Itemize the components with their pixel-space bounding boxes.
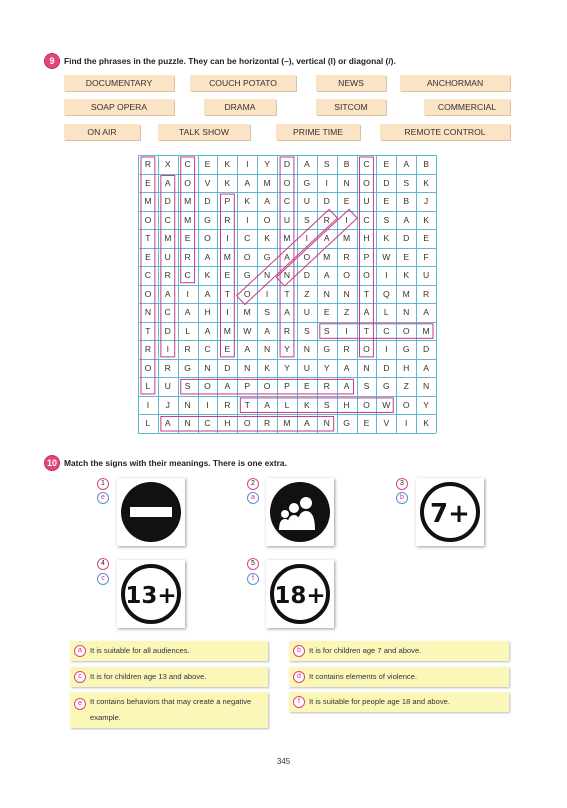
grid-cell: S	[383, 214, 390, 225]
meaning-a	[70, 641, 268, 661]
age-rating-icon	[266, 560, 334, 628]
grid-cell: I	[206, 399, 209, 410]
grid-cell: L	[185, 325, 191, 336]
grid-cell: O	[204, 381, 211, 392]
grid-cell: C	[363, 214, 370, 225]
grid-cell: E	[184, 233, 191, 244]
grid-cell: A	[244, 177, 251, 188]
grid-cell: I	[305, 233, 309, 244]
grid-cell: D	[224, 362, 231, 373]
grid-cell: R	[323, 214, 330, 225]
meaning-e-text: It contains behaviors that may create a negative example.	[90, 697, 252, 722]
grid-cell: H	[204, 307, 211, 318]
sign-3-label: 7+	[430, 499, 470, 529]
grid-cell: U	[363, 196, 370, 207]
grid-cell: T	[363, 288, 370, 299]
grid-cell: E	[383, 196, 390, 207]
grid-cell: K	[264, 233, 270, 244]
grid-cell: M	[144, 196, 152, 207]
grid-cell: O	[363, 270, 370, 281]
grid-cell: K	[423, 177, 429, 188]
grid-cell: R	[184, 344, 191, 355]
grid-cell: C	[164, 214, 171, 225]
sign-5-label: 18+	[274, 583, 326, 609]
grid-cell: A	[184, 307, 191, 318]
grid-cell: I	[405, 418, 408, 429]
meaning-e-letter: e	[74, 698, 86, 710]
grid-cell: B	[403, 196, 410, 207]
grid-cell: U	[303, 196, 310, 207]
sign-2-number: 2	[247, 478, 259, 490]
grid-cell: O	[243, 288, 251, 299]
page-number: 345	[276, 757, 291, 766]
found-word-mark	[141, 157, 155, 394]
meaning-c	[70, 667, 268, 687]
grid-cell: O	[184, 177, 191, 188]
grid-cell: Y	[423, 399, 429, 410]
exercise-10-instruction: Match the signs with their meanings. There is one extra.	[64, 458, 287, 468]
grid-cell: Y	[264, 159, 270, 169]
grid-cell: O	[243, 251, 251, 262]
grid-cell: A	[164, 288, 171, 299]
grid-cell: R	[283, 325, 291, 336]
grid-cell: B	[343, 159, 350, 169]
found-word-mark	[360, 157, 374, 357]
grid-cell: K	[303, 399, 310, 410]
grid-cell: I	[345, 325, 348, 336]
grid-cell: O	[144, 288, 152, 299]
grid-cell: S	[264, 307, 270, 318]
grid-cell: A	[284, 307, 290, 318]
grid-cell: G	[184, 362, 191, 373]
grid-cell: C	[204, 418, 211, 429]
grid-cell: A	[403, 159, 410, 169]
sign-4-label: 13+	[125, 583, 177, 609]
sign-1-answer: e	[97, 492, 109, 504]
grid-cell: K	[204, 270, 211, 281]
grid-cell: A	[204, 251, 211, 262]
grid-cell: C	[144, 270, 152, 281]
grid-cell: U	[164, 381, 171, 392]
grid-cell: A	[264, 325, 270, 336]
age-rating-icon	[416, 478, 484, 546]
grid-cell: H	[403, 362, 410, 373]
audience-family-icon	[266, 478, 334, 546]
grid-cell: A	[204, 288, 211, 299]
phrase-remote-control: REMOTE CONTROL	[380, 124, 510, 140]
grid-cell: A	[363, 307, 370, 318]
grid-cell: H	[343, 399, 350, 410]
found-word-mark	[181, 379, 354, 394]
found-word-mark	[240, 398, 393, 413]
grid-cell: E	[145, 177, 151, 188]
grid-cell: Y	[284, 344, 290, 355]
grid-cell: M	[283, 233, 291, 244]
grid-cell: G	[343, 418, 350, 429]
grid-cell: M	[243, 307, 251, 318]
grid-cell: N	[422, 381, 430, 392]
grid-cell: R	[224, 214, 231, 225]
grid-cell: O	[402, 325, 410, 336]
grid-cell: A	[343, 381, 350, 392]
grid-cell: R	[224, 399, 231, 410]
grid-cell: U	[283, 214, 291, 225]
grid-cell: N	[244, 362, 251, 373]
grid-cell: D	[383, 177, 390, 188]
grid-cell: A	[343, 362, 350, 373]
phrase-on-air: ON AIR	[64, 124, 140, 140]
grid-cell: E	[343, 196, 350, 207]
grid-cell: U	[164, 251, 171, 262]
grid-cell: K	[383, 233, 390, 244]
grid-cell: H	[363, 233, 370, 244]
grid-cell: N	[283, 270, 291, 281]
meaning-e	[70, 692, 268, 728]
grid-cell: R	[144, 159, 152, 169]
grid-cell: U	[303, 362, 310, 373]
grid-cell: T	[145, 325, 151, 336]
sign-5-answer: f	[247, 573, 259, 585]
grid-cell: M	[283, 418, 291, 429]
phrase-anchorman: ANCHORMAN	[400, 75, 510, 91]
grid-cell: Y	[284, 362, 290, 373]
sign-3-card	[416, 478, 484, 546]
grid-cell: O	[363, 177, 370, 188]
grid-cell: I	[345, 214, 348, 225]
grid-cell: M	[323, 251, 331, 262]
grid-cell: C	[244, 233, 251, 244]
grid-cell: D	[303, 270, 310, 281]
grid-cell: N	[343, 177, 350, 188]
grid-cell: G	[263, 251, 271, 262]
grid-cell: O	[243, 418, 251, 429]
sign-1-card	[117, 478, 185, 546]
grid-cell: M	[422, 325, 430, 336]
meaning-f	[289, 692, 509, 712]
grid-cell: A	[264, 196, 270, 207]
phrase-news: NEWS	[316, 75, 386, 91]
grid-cell: R	[343, 251, 350, 262]
grid-cell: R	[422, 288, 430, 299]
grid-cell: K	[224, 159, 231, 169]
grid-cell: L	[145, 381, 151, 392]
grid-cell: E	[303, 381, 310, 392]
grid-cell: D	[283, 159, 291, 169]
grid-cell: M	[402, 288, 410, 299]
grid-cell: T	[363, 325, 370, 336]
age-rating-icon	[117, 560, 185, 628]
grid-cell: U	[303, 307, 310, 318]
grid-cell: W	[382, 399, 391, 410]
grid-cell: T	[145, 233, 151, 244]
grid-cell: C	[204, 344, 211, 355]
grid-cell: O	[144, 214, 152, 225]
grid-cell: S	[303, 325, 310, 336]
sign-2-card	[266, 478, 334, 546]
grid-cell: Z	[403, 381, 409, 392]
grid-cell: R	[164, 270, 171, 281]
phrase-soap-opera: SOAP OPERA	[64, 99, 174, 115]
grid-cell: G	[303, 177, 311, 188]
sign-1-number: 1	[97, 478, 109, 490]
grid-cell: M	[343, 233, 351, 244]
grid-cell: P	[244, 381, 251, 392]
grid-cell: S	[323, 399, 330, 410]
grid-cell: D	[204, 196, 211, 207]
grid-cell: O	[263, 381, 271, 392]
grid-cell: R	[144, 344, 152, 355]
grid-cell: C	[164, 307, 171, 318]
grid-cell: Z	[304, 288, 310, 299]
grid-cell: T	[244, 399, 250, 410]
grid-cell: S	[363, 381, 370, 392]
grid-cell: G	[243, 270, 251, 281]
grid-cell: R	[264, 418, 271, 429]
sign-2-answer: a	[247, 492, 259, 504]
grid-cell: A	[303, 418, 310, 429]
grid-cell: M	[223, 251, 231, 262]
grid-cell: N	[323, 288, 330, 299]
grid-cell: M	[263, 177, 271, 188]
phrase-drama: DRAMA	[204, 99, 276, 115]
no-entry-icon	[117, 478, 185, 546]
grid-cell: A	[303, 159, 310, 169]
phrase-prime-time: PRIME TIME	[276, 124, 360, 140]
grid-cell: R	[184, 251, 191, 262]
found-word-mark	[220, 194, 234, 357]
grid-cell: T	[224, 288, 230, 299]
grid-cell: G	[204, 214, 211, 225]
grid-cell: G	[323, 344, 331, 355]
grid-cell: K	[423, 418, 429, 429]
grid-cell: M	[223, 325, 231, 336]
meaning-d-text: It contains elements of violence.	[309, 672, 418, 681]
phrase-commercial: COMMERCIAL	[424, 99, 510, 115]
grid-cell: S	[323, 159, 330, 169]
sign-4-card	[117, 560, 185, 628]
meaning-f-letter: f	[293, 696, 305, 708]
grid-cell: L	[145, 418, 151, 429]
grid-cell: E	[423, 233, 429, 244]
grid-cell: W	[382, 251, 391, 262]
grid-cell: R	[323, 381, 330, 392]
grid-cell: O	[144, 362, 152, 373]
grid-cell: E	[224, 344, 231, 355]
found-word-mark	[320, 324, 433, 339]
grid-cell: A	[244, 344, 251, 355]
grid-cell: I	[226, 307, 229, 318]
found-word-mark	[237, 209, 338, 304]
grid-cell: D	[323, 196, 330, 207]
grid-cell: A	[403, 214, 410, 225]
grid-cell: G	[382, 381, 390, 392]
exercise-9-instruction: Find the phrases in the puzzle. They can be horizontal (–), vertical (l) or diagonal (/).	[64, 56, 396, 66]
exercise-10-number: 10	[44, 455, 60, 471]
phrase-couch-potato: COUCH POTATO	[190, 75, 296, 91]
grid-cell: I	[385, 344, 388, 355]
grid-cell: N	[303, 344, 310, 355]
grid-cell: E	[383, 159, 390, 169]
grid-cell: H	[224, 418, 231, 429]
grid-cell: S	[323, 325, 330, 336]
sign-4-number: 4	[97, 558, 109, 570]
grid-cell: A	[204, 325, 211, 336]
found-word-mark	[280, 157, 294, 357]
found-word-mark	[181, 157, 195, 283]
grid-cell: O	[343, 270, 350, 281]
grid-cell: C	[283, 196, 291, 207]
grid-cell: W	[243, 325, 252, 336]
grid-cell: O	[363, 399, 370, 410]
grid-cell: D	[164, 325, 171, 336]
grid-cell: E	[204, 159, 211, 169]
grid-cell: A	[323, 270, 330, 281]
grid-cell: I	[226, 233, 229, 244]
grid-cell: N	[343, 288, 350, 299]
grid-cell: N	[323, 418, 330, 429]
grid-cell: R	[343, 344, 350, 355]
grid-cell: U	[422, 270, 430, 281]
grid-cell: M	[184, 214, 192, 225]
found-word-marks	[138, 155, 436, 433]
grid-cell: P	[284, 381, 290, 392]
phrase-talk-show: TALK SHOW	[158, 124, 250, 140]
grid-cell: D	[422, 344, 430, 355]
grid-cell: N	[264, 270, 271, 281]
grid-cell: O	[263, 214, 271, 225]
grid-cell: G	[402, 344, 410, 355]
grid-cell: N	[264, 344, 271, 355]
grid-cell: D	[403, 233, 410, 244]
grid-cell: A	[164, 418, 171, 429]
sign-5-card	[266, 560, 334, 628]
grid-cell: N	[184, 418, 191, 429]
grid-cell: A	[423, 307, 429, 318]
grid-cell: C	[184, 159, 191, 169]
sign-3-number: 3	[396, 478, 408, 490]
grid-cell: O	[204, 233, 211, 244]
grid-cell: O	[283, 177, 291, 188]
grid-cell: X	[164, 159, 171, 169]
phrase-sitcom: SITCOM	[316, 99, 386, 115]
meaning-d-letter: d	[293, 671, 305, 683]
grid-cell: K	[403, 270, 410, 281]
grid-cell: A	[284, 251, 290, 262]
grid-cell: I	[385, 270, 388, 281]
grid-cell: K	[264, 362, 270, 373]
meaning-b-text: It is for children age 7 and above.	[309, 646, 422, 655]
grid-cell: I	[186, 288, 189, 299]
grid-cell: M	[184, 196, 192, 207]
grid-cell: Q	[382, 288, 390, 299]
meaning-c-letter: c	[74, 671, 86, 683]
grid-cell: V	[204, 177, 211, 188]
sign-5-number: 5	[247, 558, 259, 570]
grid-cell: P	[363, 251, 370, 262]
grid-cell: A	[323, 233, 330, 244]
grid-cell: E	[363, 418, 370, 429]
grid-cell: D	[383, 362, 390, 373]
sign-4-answer: c	[97, 573, 109, 585]
phrase-documentary: DOCUMENTARY	[64, 75, 174, 91]
grid-cell: S	[184, 381, 191, 392]
grid-cell: R	[164, 362, 171, 373]
grid-cell: A	[264, 399, 270, 410]
grid-cell: K	[423, 214, 429, 225]
meaning-a-text: It is suitable for all audiences.	[90, 646, 190, 655]
grid-cell: A	[423, 362, 429, 373]
grid-cell: D	[164, 196, 171, 207]
grid-cell: E	[145, 251, 151, 262]
grid-cell: O	[363, 344, 370, 355]
found-word-mark	[161, 176, 175, 357]
grid-cell: M	[164, 233, 172, 244]
grid-cell: N	[363, 362, 370, 373]
meaning-d	[289, 667, 509, 687]
meaning-a-letter: a	[74, 645, 86, 657]
grid-cell: I	[146, 399, 150, 410]
grid-cell: C	[184, 270, 191, 281]
grid-cell: S	[303, 214, 310, 225]
grid-cell: I	[246, 159, 249, 169]
grid-cell: K	[244, 196, 251, 207]
grid-cell: E	[403, 251, 410, 262]
grid-cell: N	[144, 307, 152, 318]
grid-cell: F	[423, 251, 429, 262]
exercise-9-number: 9	[44, 53, 60, 69]
grid-cell: J	[423, 196, 429, 207]
grid-cell: O	[303, 251, 311, 262]
grid-cell: Y	[323, 362, 330, 373]
grid-cell: Z	[343, 307, 350, 318]
grid-cell: C	[383, 325, 390, 336]
grid-cell: O	[402, 399, 410, 410]
grid-cell: E	[323, 307, 330, 318]
grid-cell: T	[284, 288, 290, 299]
grid-line	[436, 155, 437, 433]
word-search-grid	[138, 155, 436, 433]
grid-cell: K	[224, 177, 231, 188]
grid-cell: V	[383, 418, 390, 429]
grid-cell: J	[165, 399, 170, 410]
meaning-b-letter: b	[293, 645, 305, 657]
grid-cell: A	[224, 381, 231, 392]
grid-cell: I	[325, 177, 328, 188]
sign-3-answer: b	[396, 492, 408, 504]
grid-cell: I	[265, 288, 269, 299]
grid-cell: N	[184, 399, 191, 410]
found-word-mark	[161, 416, 334, 431]
meaning-b	[289, 641, 509, 661]
grid-cell: L	[284, 399, 290, 410]
grid-line	[138, 433, 436, 434]
grid-cell: E	[224, 270, 231, 281]
grid-cell: I	[246, 214, 249, 225]
meaning-f-text: It is suitable for people age 18 and above.	[309, 697, 451, 706]
grid-cell: P	[224, 196, 231, 207]
grid-cell: B	[423, 159, 429, 169]
grid-cell: L	[383, 307, 389, 318]
grid-cell: N	[403, 307, 410, 318]
meaning-c-text: It is for children age 13 and above.	[90, 672, 207, 681]
grid-cell: C	[363, 159, 370, 169]
grid-cell: S	[403, 177, 410, 188]
grid-cell: A	[164, 177, 171, 188]
grid-cell: N	[204, 362, 211, 373]
grid-cell: I	[166, 344, 169, 355]
